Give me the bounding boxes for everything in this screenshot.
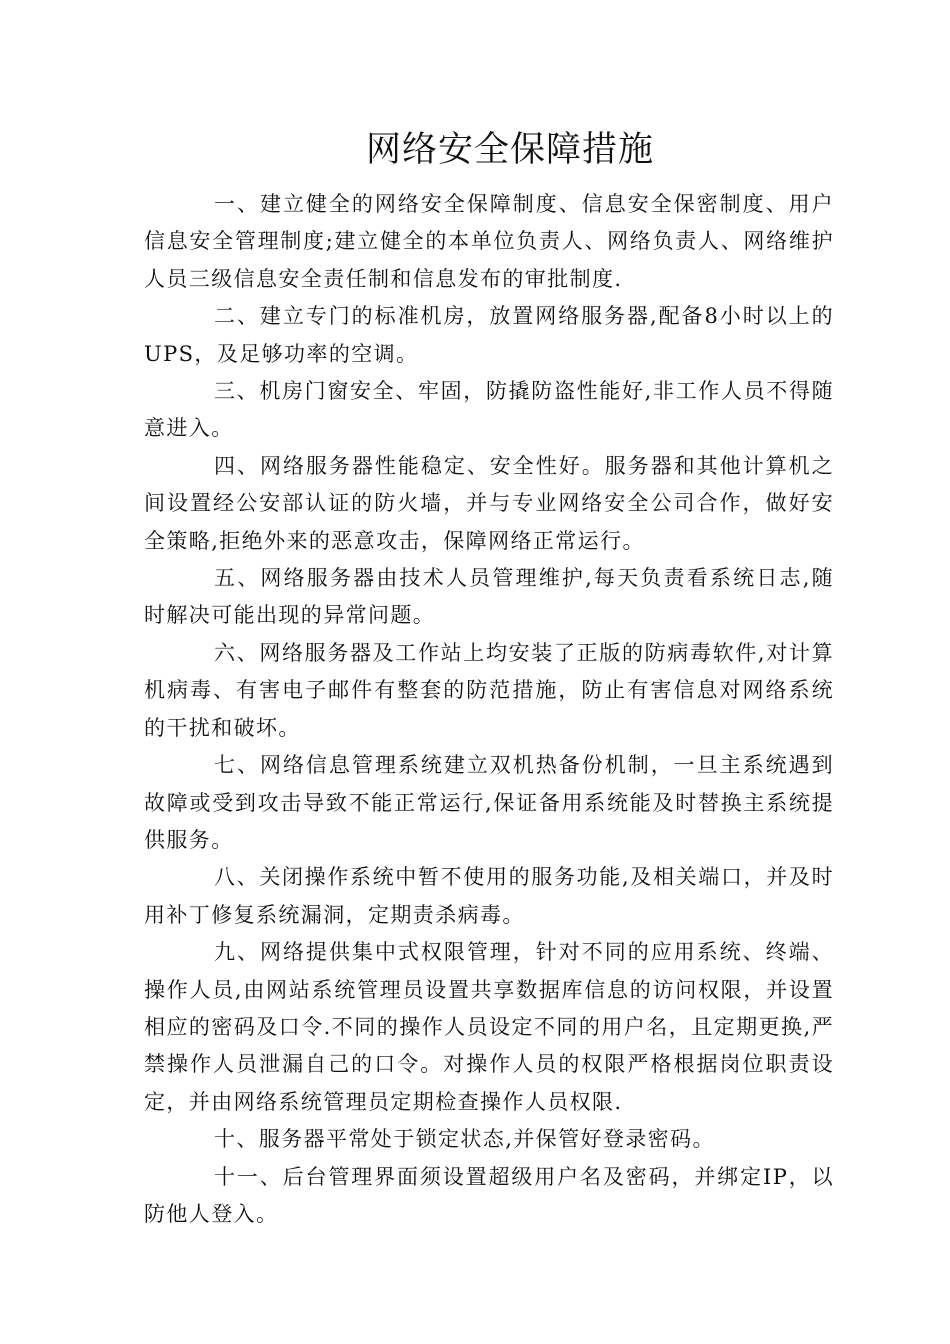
paragraph-4: 四、网络服务器性能稳定、安全性好。服务器和其他计算机之间设置经公安部认证的防火墙，并与专业网络安全公司合作，做好安全策略,拒绝外来的恶意攻击，保障网络正常运行。 [144, 453, 834, 553]
document-title: 网络安全保障措施 [365, 130, 654, 170]
paragraph-3: 三、机房门窗安全、牢固，防撬防盗性能好,非工作人员不得随意进入。 [144, 379, 834, 441]
paragraph-10: 十、服务器平常处于锁定状态,并保管好登录密码。 [214, 1127, 715, 1152]
paragraph-5: 五、网络服务器由技术人员管理维护,每天负责看系统日志,随时解决可能出现的异常问题。 [144, 566, 834, 628]
paragraph-7: 七、网络信息管理系统建立双机热备份机制，一旦主系统遇到故障或受到攻击导致不能正常运行,保证备用系统能及时替换主系统提供服务。 [144, 753, 834, 852]
paragraph-9: 九、网络提供集中式权限管理，针对不同的应用系统、终端、操作人员,由网站系统管理员设置共享数据库信息的访问权限，并设置相应的密码及口令.不同的操作人员设定不同的用户名，且定期更换,严禁操作人员泄漏自己的口令。对操作人员的权限严格根据岗位职责设定，并由网络系统管理员定期检查操作人员权限. [144, 940, 834, 1114]
paragraph-11: 十一、后台管理界面须设置超级用户名及密码，并绑定IP，以防他人登入。 [144, 1164, 834, 1226]
paragraph-1: 一、建立健全的网络安全保障制度、信息安全保密制度、用户信息安全管理制度;建立健全的本单位负责人、网络负责人、网络维护人员三级信息安全责任制和信息发布的审批制度. [144, 192, 834, 291]
paragraph-6: 六、网络服务器及工作站上均安装了正版的防病毒软件,对计算机病毒、有害电子邮件有整套的防范措施，防止有害信息对网络系统的干扰和破坏。 [144, 640, 834, 740]
document-body [144, 186, 834, 1233]
paragraph-2: 二、建立专门的标准机房，放置网络服务器,配备8小时以上的 UPS，及足够功率的空调。 [144, 304, 834, 366]
paragraph-8: 八、关闭操作系统中暂不使用的服务功能,及相关端口，并及时用补丁修复系统漏洞，定期责杀病毒。 [144, 865, 834, 927]
